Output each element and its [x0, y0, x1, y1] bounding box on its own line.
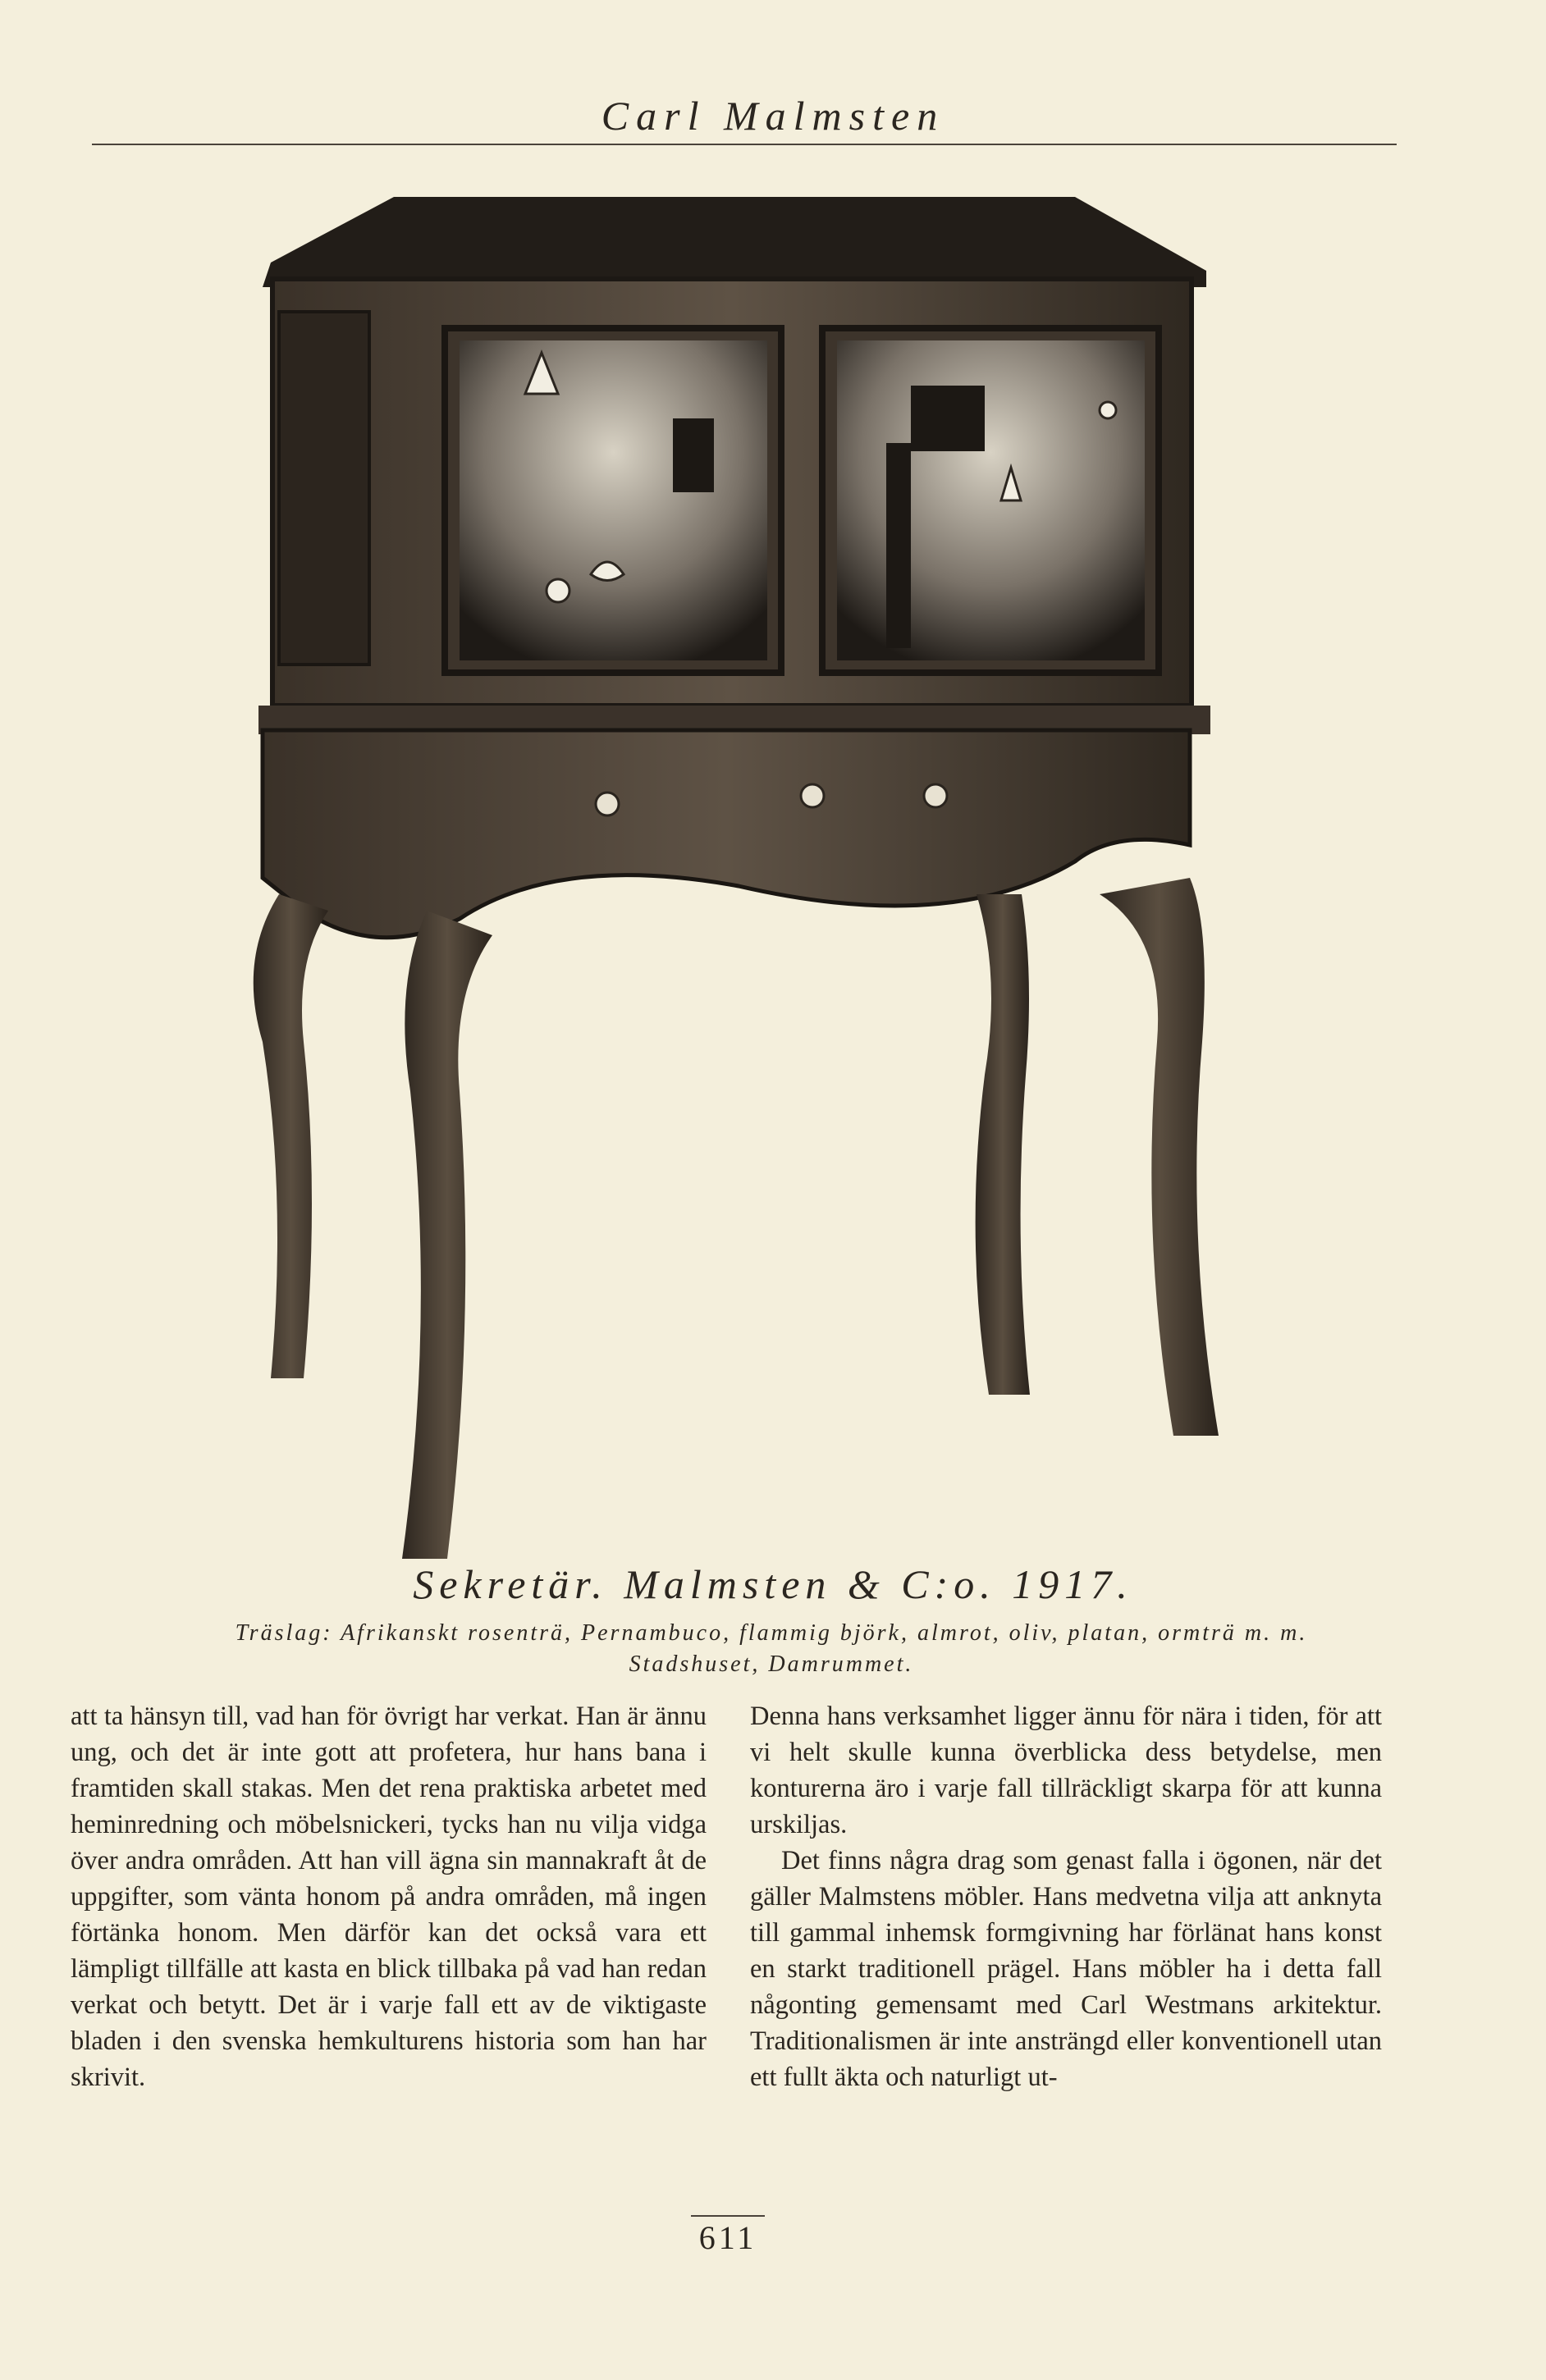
left-door-marquetry	[460, 340, 767, 660]
left-column-paragraph: att ta hänsyn till, vad han för övrigt har verkat. Han är ännu ung, och det är inte gott att profetera, hur hans bana i framtiden skall stakas. Men det rena praktiska arbetet med heminredning och möbelsnickeri, tycks han nu vilja vidga över andra områden. Att han vill ägna sin mannakraft åt de uppgifter, som vänta honom på andra områden, må ingen förtänka honom. Men därför kan det också vara ett lämpligt tillfälle att kasta en blick tillbaka på vad han redan verkat och betytt. Det är i varje fall ett av de viktigaste bladen i den svenska hemkulturens historia som han har skrivit.	[71, 1702, 707, 2092]
secretary-cabinet-photo	[213, 172, 1247, 1567]
caption-detail	[74, 1618, 1469, 1680]
caption-title: Sekretär. Malmsten & C:o. 1917.	[413, 1561, 1133, 1607]
running-head: Carl Malmsten	[601, 93, 945, 139]
right-column	[750, 1698, 1382, 2095]
cabinet-leg	[402, 911, 492, 1559]
drawer-knob	[801, 784, 824, 807]
drawer-knob	[924, 784, 947, 807]
caption-detail-line2: Stadshuset, Damrummet.	[629, 1651, 914, 1677]
page-number: 611	[691, 2215, 765, 2257]
stand-apron	[263, 730, 1190, 938]
left-column	[71, 1698, 707, 2095]
cabinet-leg	[1100, 878, 1219, 1436]
cabinet-leg	[976, 894, 1030, 1395]
right-door-marquetry	[837, 340, 1145, 660]
right-column-paragraph-2: Det finns några drag som genast falla i ögonen, när det gäller Malmstens möbler. Hans medvetna vilja att anknyta till gammal inhemsk formgivning har förlänat hans konst en starkt traditionell prägel. Hans möbler ha i detta fall någonting gemensamt med Carl Westmans arkitektur. Traditionalismen är inte ansträngd eller konventionell utan ett fullt äkta och naturligt ut-	[750, 1846, 1382, 2092]
side-panel	[279, 312, 369, 665]
cabinet-leg	[254, 894, 328, 1378]
cabinet-crown	[263, 197, 1206, 287]
drawer-knob	[596, 793, 619, 815]
header-rule	[92, 144, 1397, 145]
right-column-paragraph-1: Denna hans verksamhet ligger ännu för nära i tiden, för att vi helt skulle kunna överblicka dess betydelse, men konturerna äro i varje fall tillräckligt skarpa för att kunna urskiljas.	[750, 1702, 1382, 1839]
caption-detail-line1: Träslag: Afrikanskt rosenträ, Pernambuco, flammig björk, almrot, oliv, platan, ormträ m. m.	[235, 1620, 1308, 1646]
